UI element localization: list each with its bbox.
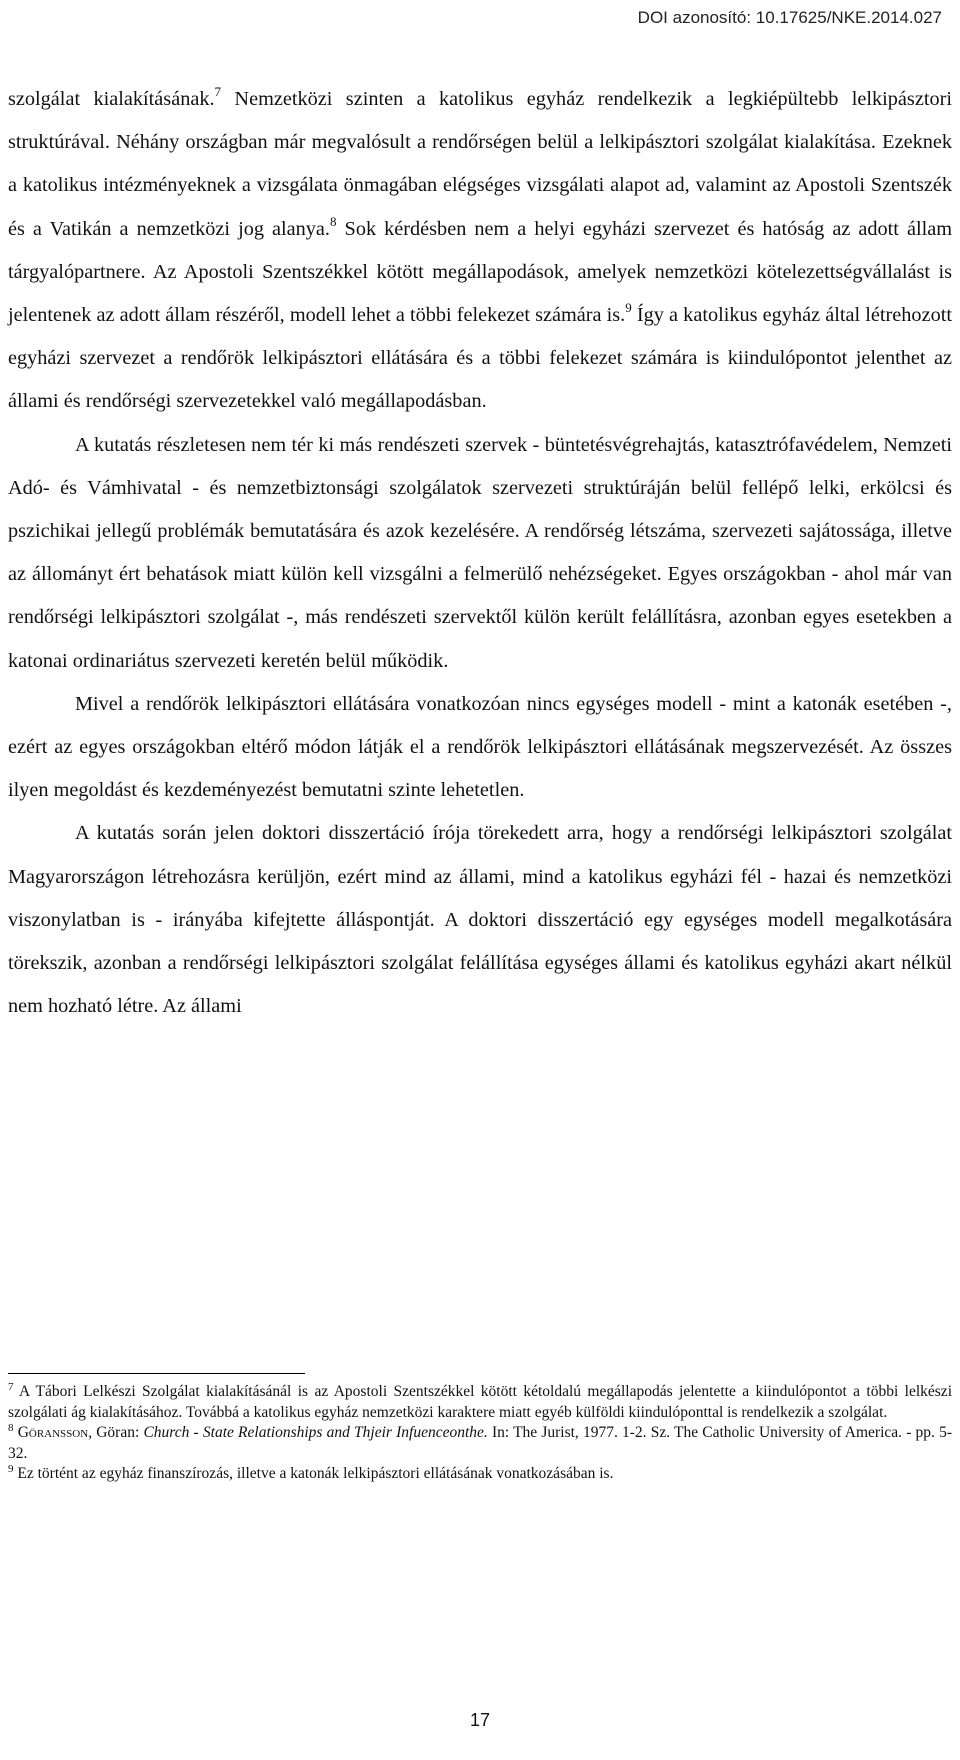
- footnote-number: 9: [8, 1463, 14, 1475]
- paragraph-text: Sok kérdésben nem a helyi egyházi szervezet és hatóság az adott állam tárgyalópartnere. Az Apostoli Szentszékkel kötött megállapodások, amelyek nemzetközi kötelezettségvállalást is jelentenek az adott állam részéről, modell lehet a többi felekezet számára is.: [8, 217, 952, 327]
- footnote-ref-9[interactable]: 9: [625, 300, 632, 316]
- footnote-number: 7: [8, 1381, 14, 1393]
- main-text: [8, 78, 952, 1028]
- paragraph-1: [8, 78, 952, 424]
- footnote-title: Church - State Relationships and Thjeir Infuenceonthe.: [143, 1424, 488, 1441]
- footnotes: [8, 1382, 952, 1485]
- footnote-7: [8, 1382, 952, 1423]
- footnote-ref-7[interactable]: 7: [214, 84, 222, 99]
- footnote-text: , Göran:: [88, 1424, 144, 1441]
- paragraph-text: szolgálat kialakításának.: [8, 88, 215, 110]
- doi-header: DOI azonosító: 10.17625/NKE.2014.027: [637, 8, 942, 27]
- footnote-8: [8, 1423, 952, 1464]
- footnote-separator: [8, 1373, 305, 1374]
- footnote-text: A Tábori Lelkészi Szolgálat kialakításánál is az Apostoli Szentszékkel kötött kétoldalú megállapodás jelentette a kiindulópontot a többi lelkészi szolgálati ág kialakításához. Továbbá a katolikus egyház nemzetközi karaktere miatt egyéb külföldi kiindulóponttal is rendelkezik a szolgálat.: [8, 1383, 952, 1421]
- footnote-ref-8[interactable]: 8: [330, 213, 337, 229]
- footnote-9: [8, 1464, 952, 1485]
- paragraph-2: A kutatás részletesen nem tér ki más rendészeti szervek - büntetésvégrehajtás, katasztrófavédelem, Nemzeti Adó- és Vámhivatal - és nemzetbiztonsági szolgálatok szervezeti struktúráján belül fellépő lelki, erkölcsi és pszichikai jellegű problémák bemutatására és azok kezelésére. A rendőrség létszáma, szervezeti sajátossága, illetve az állományt ért behatások miatt külön kell vizsgálni a felmerülő nehézségeket. Egyes országokban - ahol már van rendőrségi lelkipásztori szolgálat -, más rendészeti szervektől külön került felállításra, azonban egyes esetekben a katonai ordinariátus szervezeti keretén belül működik.: [8, 433, 952, 672]
- paragraph-4: A kutatás során jelen doktori disszertáció írója törekedett arra, hogy a rendőrségi lelkipásztori szolgálat Magyarországon létrehozásra kerüljön, ezért mind az állami, mind a katolikus egyházi fél - hazai és nemzetközi viszonylatban is - irányába kifejtette álláspontját. A doktori disszertáció egy egységes modell megalkotására törekszik, azonban a rendőrségi lelkipásztori szolgálat felállítása egységes állami és katolikus egyházi akart nélkül nem hozható létre. Az állami: [8, 822, 952, 1018]
- paragraph-text: Nemzetközi szinten a katolikus egyház rendelkezik a legkiépültebb lelkipásztori struktúrával. Néhány országban már megvalósult a rendőrségen belül a lelkipásztori szolgálat kialakítása. Ezeknek a katolikus intézményeknek a vizsgálata önmagában elégséges vizsgálati alapot ad, valamint az Apostoli Szentszék és a Vatikán a nemzetközi jog alanya.: [8, 88, 952, 240]
- paragraph-3: Mivel a rendőrök lelkipásztori ellátására vonatkozóan nincs egységes modell - mint a katonák esetében -, ezért az egyes országokban eltérő módon látják el a rendőrök lelkipásztori ellátásának megszervezését. Az összes ilyen megoldást és kezdeményezést bemutatni szinte lehetetlen.: [8, 692, 952, 802]
- footnote-number: 8: [8, 1422, 14, 1434]
- page-number: 17: [469, 1710, 491, 1730]
- footnote-text: Ez történt az egyház finanszírozás, illetve a katonák lelkipásztori ellátásának vonatkozásában is.: [13, 1465, 614, 1482]
- paragraph-text: Így a katolikus egyház által létrehozott egyházi szervezet a rendőrök lelkipásztori ellátására és a többi felekezet számára is kiindulópontot jelenthet az állami és rendőrségi szervezetekkel való megállapodásban.: [8, 304, 952, 413]
- footnote-text: In: The Jurist, 1977. 1-2. Sz. The Catholic University of America. - pp. 5-32.: [8, 1424, 953, 1462]
- footnote-author: Göransson: [17, 1424, 89, 1441]
